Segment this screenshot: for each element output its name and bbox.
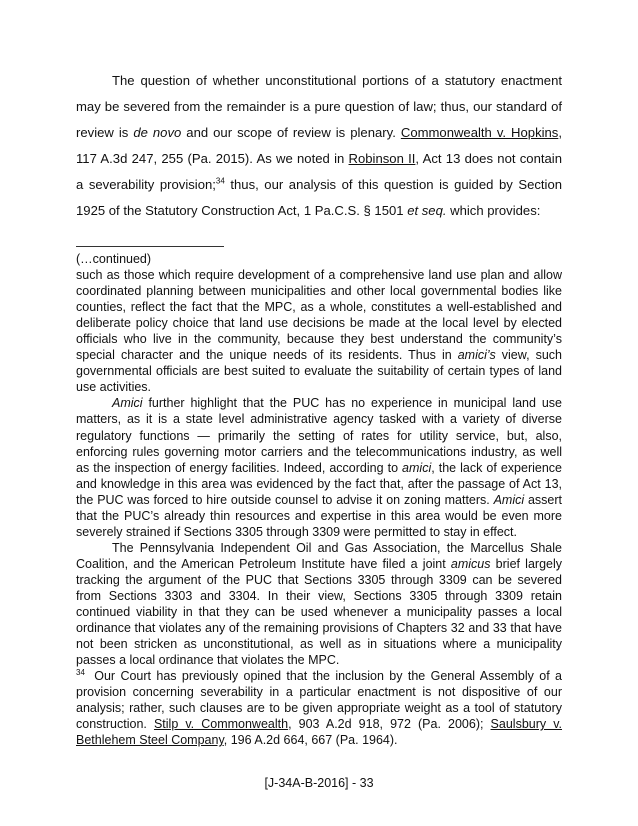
footnote-text: such as those which require development of a comprehensive land use plan and allow coordinated planning between municipalities and other local governmental bodies like counties, reflect the fact that the MPC, as a whole, constitutes a well-established and deliberate policy choice that land use decisions be made at the local level by elected officials who live in the community, because they best understand the community’s special character and the unique needs of its residents. Thus in bbox=[76, 268, 562, 363]
footnote-paragraph bbox=[76, 540, 562, 668]
continued-label: (…continued) bbox=[76, 252, 152, 266]
case-citation-hopkins: Commonwealth v. Hopkins bbox=[400, 125, 559, 141]
emphasis-amici: amici bbox=[402, 460, 432, 475]
body-text-segment: , 117 A.3d 247, 255 (Pa. 2015). As we noted in bbox=[76, 125, 562, 167]
emphasis-et-seq: et seq. bbox=[407, 203, 447, 219]
emphasis-de-novo: de novo bbox=[133, 125, 182, 141]
footnote-text: brief largely tracking the argument of the PUC that Sections 3305 through 3309 can be severed from Sections 3303 and 3304. In their view, Sections 3305 through 3309 retain continued viability in that they can be used whenever a municipality passes a local ordinance that violates any of the remaining provisions of Chapters 32 and 33 that have not been stricken as unconstitutional, as well as in situations where a municipality passes a local ordinance that violates the MPC. bbox=[76, 556, 562, 668]
footnote-number: 34 bbox=[76, 668, 85, 678]
body-paragraph bbox=[76, 68, 562, 225]
footnote-paragraph bbox=[76, 267, 562, 395]
footnote-separator bbox=[76, 246, 224, 247]
footnote-34 bbox=[76, 668, 562, 748]
body-text-segment: The question of whether unconstitutional portions of a statutory enactment may be severed from the remainder is a pure question of law; thus, our standard of review is bbox=[76, 73, 562, 141]
body-text-segment: which provides: bbox=[446, 203, 541, 219]
footnote-text: , the lack of experience and knowledge in this area was evidenced by the fact that, after the passage of Act 13, the PUC was forced to hire outside counsel to advise it on zoning matters. bbox=[76, 460, 562, 507]
page-footer: [J-34A-B-2016] - 33 bbox=[264, 776, 374, 790]
body-text-segment: and our scope of review is plenary. bbox=[181, 125, 401, 141]
footnote-reference: 34 bbox=[215, 177, 225, 187]
footnote-text: The Pennsylvania Independent Oil and Gas Association, the Marcellus Shale Coalition, and the American Petroleum Institute have filed a joint bbox=[76, 540, 562, 571]
emphasis-amicus: amicus bbox=[450, 556, 491, 571]
footnote-text: Our Court has previously opined that the inclusion by the General Assembly of a provision concerning severability in a particular enactment is not dispositive of our analysis; rather, such clauses are to be given appropriate weight as a tool of statutory construction. bbox=[76, 669, 562, 732]
case-citation-saulsbury: Saulsbury v. Bethlehem Steel Company bbox=[76, 717, 563, 748]
footnote-paragraph bbox=[76, 395, 562, 539]
footnote-text: further highlight that the PUC has no experience in municipal land use matters, as it is a state level administrative agency tasked with a variety of diverse regulatory functions — primarily the setting of rates for utility service, but, also, enforcing rules governing motor carriers and the telecommunications industry, as well as the inspection of energy facilities. Indeed, according to bbox=[76, 396, 562, 475]
case-citation-robinson: Robinson II bbox=[348, 151, 416, 167]
footnote-text: assert that the PUC’s already thin resources and expertise in this area would be even more severely strained if Sections 3305 through 3309 were permitted to stay in effect. bbox=[76, 492, 562, 539]
body-text-segment: thus, our analysis of this question is guided by Section 1925 of the Statutory Construction Act, 1 Pa.C.S. § 1501 bbox=[76, 177, 563, 219]
footnote-text: , 903 A.2d 918, 972 (Pa. 2006); bbox=[288, 717, 491, 732]
body-text-segment: , Act 13 does not contain a severability provision; bbox=[76, 151, 562, 193]
footnote-text: view, such governmental officials are best suited to evaluate the suitability of certain types of land use activities. bbox=[76, 348, 562, 395]
footnote-text: , 196 A.2d 664, 667 (Pa. 1964). bbox=[223, 733, 398, 748]
footnotes-section bbox=[76, 251, 562, 748]
emphasis-amici: Amici bbox=[493, 492, 525, 507]
case-citation-stilp: Stilp v. Commonwealth bbox=[153, 717, 289, 732]
emphasis-amici: amici’s bbox=[457, 348, 496, 363]
emphasis-amici: Amici bbox=[112, 396, 143, 411]
